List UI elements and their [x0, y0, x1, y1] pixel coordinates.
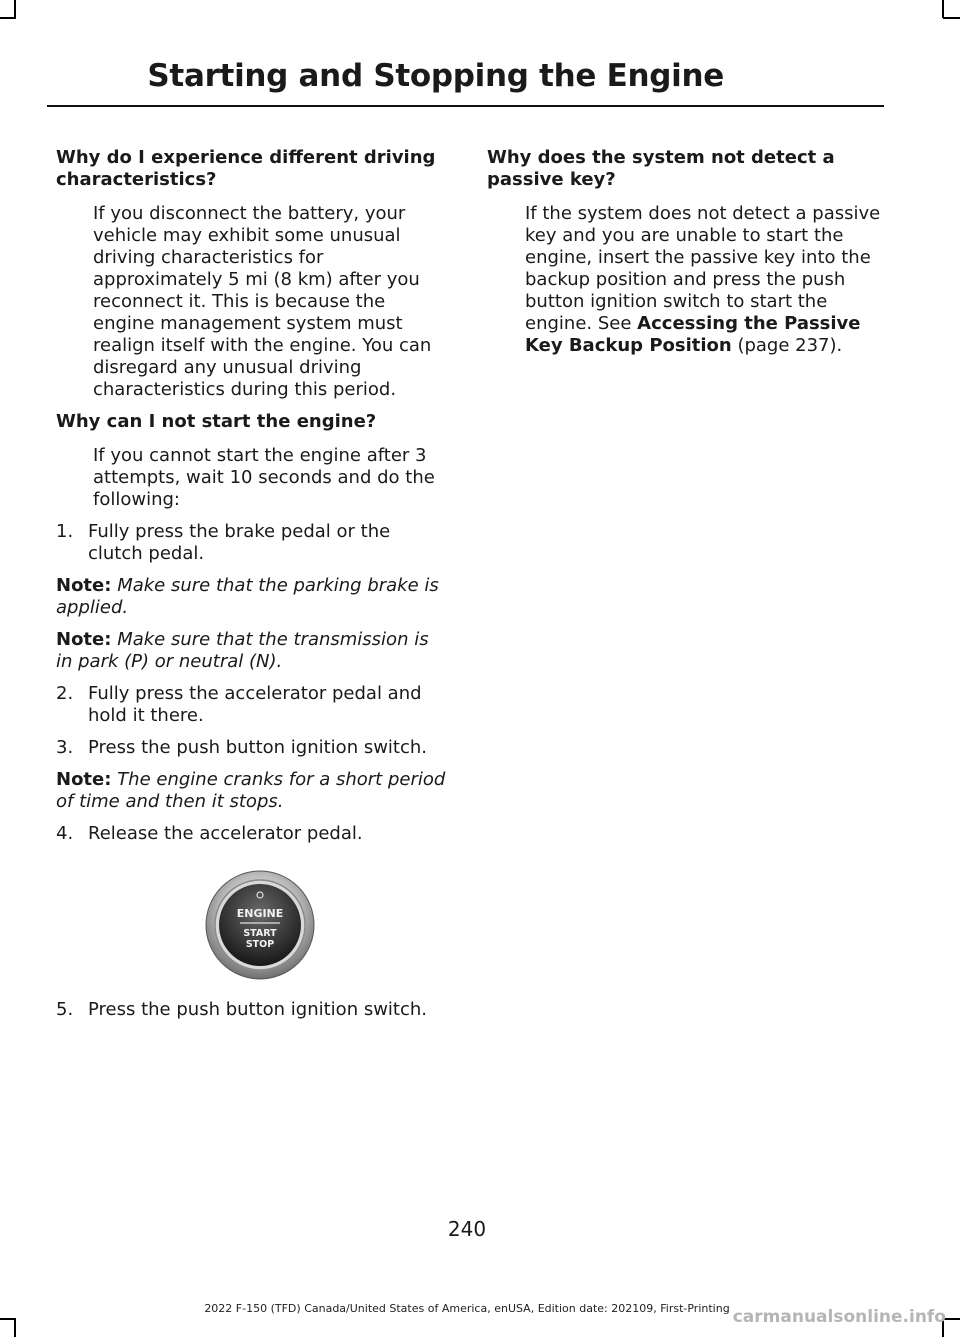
question-start: Why can I not start the engine? — [56, 411, 377, 432]
step-3 — [56, 737, 448, 759]
page-number: 240 — [447, 1217, 487, 1241]
see-text: See — [597, 313, 632, 334]
step-text: Fully press the accelerator pedal and hold it there. — [88, 683, 422, 726]
note-transmission — [56, 629, 448, 673]
crop-mark — [14, 0, 16, 18]
answer-passive-key — [525, 203, 881, 357]
crop-mark — [943, 17, 960, 19]
answer-driving: If you disconnect the battery, your vehicle may exhibit some unusual driving characteristics for approximately 5 mi (8 km) after you reconnect it. This is because the engine management system must realign itself with the engine. You can disregard any unusual driving characteristics during this period. — [93, 203, 432, 400]
page-title: Starting and Stopping the Engine — [147, 58, 724, 94]
page-reference: (page 237). — [737, 335, 843, 356]
note-text: Make sure that the transmission is in park (P) or neutral (N). — [56, 629, 429, 672]
cross-reference-link[interactable]: Accessing the Passive Key Backup Position — [525, 313, 861, 356]
watermark: carmanualsonline.info — [732, 1307, 946, 1327]
note-engine-cranks — [56, 769, 448, 813]
step-text: Press the push button ignition switch. — [88, 999, 428, 1020]
crop-mark — [0, 17, 16, 19]
engine-start-stop-button-icon — [204, 869, 316, 981]
step-4 — [56, 823, 448, 845]
question-passive-key: Why does the system not detect a passive key? — [487, 147, 835, 190]
step-number: 3. — [56, 737, 74, 758]
step-2 — [56, 683, 448, 727]
step-text: Fully press the brake pedal or the clutch pedal. — [88, 521, 391, 564]
figure-label: START — [243, 928, 277, 939]
step-text: Press the push button ignition switch. — [88, 737, 428, 758]
note-parking-brake — [56, 575, 448, 619]
crop-mark — [14, 1319, 16, 1337]
note-text: The engine cranks for a short period of time and then it stops. — [56, 769, 446, 812]
answer-start: If you cannot start the engine after 3 attempts, wait 10 seconds and do the following: — [93, 445, 435, 510]
step-text: Release the accelerator pedal. — [88, 823, 363, 844]
step-number: 5. — [56, 999, 74, 1020]
figure-label: ENGINE — [236, 907, 284, 920]
note-label: Note: — [56, 629, 112, 650]
step-number: 1. — [56, 521, 74, 542]
question-driving: Why do I experience different driving characteristics? — [56, 147, 436, 190]
left-column — [56, 147, 448, 1031]
crop-mark — [942, 0, 944, 18]
header-rule — [47, 105, 884, 107]
answer-text: If the system does not detect a passive key and you are unable to start the engine, insert the passive key into the backup position and press the push button ignition switch to start the engine. — [525, 203, 881, 334]
note-label: Note: — [56, 575, 112, 596]
note-text: Make sure that the parking brake is applied. — [56, 575, 439, 618]
right-column — [487, 147, 881, 367]
note-label: Note: — [56, 769, 112, 790]
crop-mark — [0, 1318, 16, 1320]
step-5 — [56, 999, 448, 1021]
edition-footer: 2022 F-150 (TFD) Canada/United States of America, enUSA, Edition date: 202109, First-Printing — [204, 1302, 730, 1315]
figure-label: STOP — [245, 939, 275, 950]
step-number: 4. — [56, 823, 74, 844]
step-number: 2. — [56, 683, 74, 704]
step-1 — [56, 521, 448, 565]
